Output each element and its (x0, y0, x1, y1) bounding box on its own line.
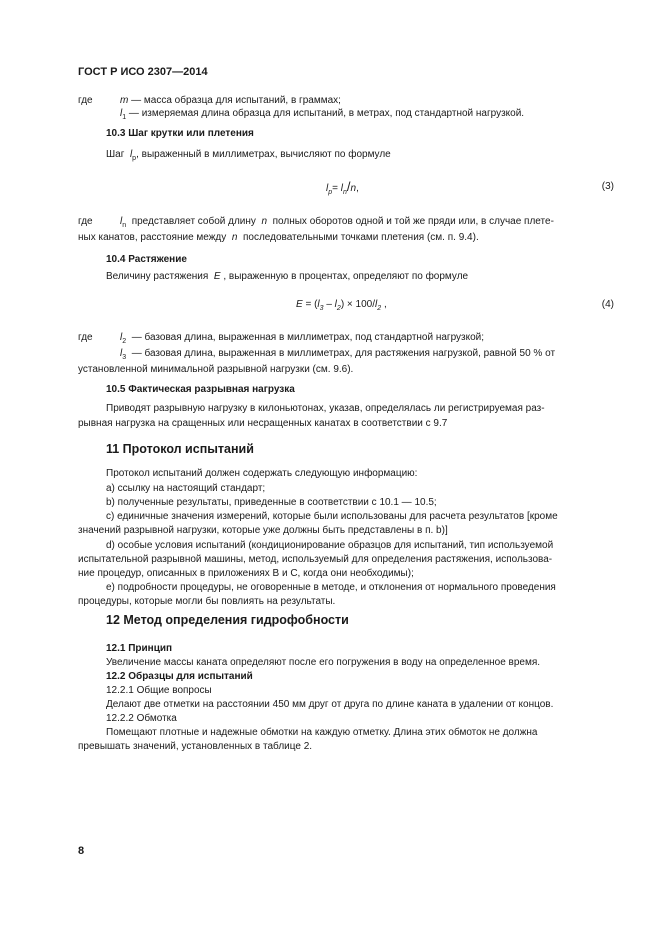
definition-m: m — масса образца для испытаний, в граммах; (120, 95, 341, 106)
where-label: где (78, 95, 93, 106)
heading-12: 12 Метод определения гидрофобности (106, 613, 349, 627)
formula-3: $l_p= l_n/n$, (326, 179, 359, 196)
paragraph-12-1: Увеличение массы каната определяют после его погружения в воду на определенное время. (106, 657, 541, 668)
definition-ln: $l_n$ представляет собой длину n полных оборотов одной и той же пряди или, в случае плете- (120, 216, 554, 229)
formula-4: $E = (l_3 - l_2) \times 100/l_2$ , (296, 299, 387, 312)
paragraph-11-intro: Протокол испытаний должен содержать следующую информацию: (106, 468, 418, 479)
definition-ln-cont: ных канатов, расстояние между n последовательными точками плетения (см. п. 9.4). (78, 232, 479, 243)
heading-11: 11 Протокол испытаний (106, 442, 254, 456)
list-item-e-line1: е) подробности процедуры, не оговоренные в методе, и отклонения от нормального проведения (106, 582, 556, 593)
list-item-b: b) полученные результаты, приведенные в соответствии с 10.1 — 10.5; (106, 497, 437, 508)
formula-number-3: (3) (601, 181, 614, 192)
list-item-d-line3: ние процедур, описанных в приложениях В и С, когда они необходимы); (78, 568, 414, 579)
list-item-a: а) ссылку на настоящий стандарт; (106, 483, 266, 494)
heading-12-2-2: 12.2.2 Обмотка (106, 713, 177, 724)
paragraph-12-2-2-line2: превышать значений, установленных в таблице 2. (78, 741, 313, 752)
paragraph-10-5-line2: рывная нагрузка на сращенных или несращенных канатах в соответствии с 9.7 (78, 418, 448, 429)
paragraph-10-3-intro: Шаг $l_p$, выраженный в миллиметрах, вычисляют по формуле (106, 149, 391, 162)
formula-number-4: (4) (601, 299, 614, 310)
paragraph-12-2-1: Делают две отметки на расстоянии 450 мм друг от друга по длине каната в удалении от концов. (106, 699, 554, 710)
list-item-d-line2: испытательной разрывной машины, метод, используемый для определения растяжения, использова- (78, 554, 553, 565)
where-label: где (78, 332, 93, 343)
heading-10-3: 10.3 Шаг крутки или плетения (106, 128, 254, 139)
definition-l2: $l_2$ — базовая длина, выраженная в миллиметрах, под стандартной нагрузкой; (120, 332, 485, 345)
heading-12-2: 12.2 Образцы для испытаний (106, 671, 253, 682)
page-number: 8 (78, 845, 85, 857)
heading-10-4: 10.4 Растяжение (106, 254, 187, 265)
paragraph-12-2-2-line1: Помещают плотные и надежные обмотки на каждую отметку. Длина этих обмоток не должна (106, 727, 538, 738)
definition-l3: $l_3$ — базовая длина, выраженная в миллиметрах, для растяжения нагрузкой, равной 50 % от (120, 348, 556, 361)
paragraph-10-4-intro: Величину растяжения E , выраженную в процентах, определяют по формуле (106, 271, 469, 282)
heading-10-5: 10.5 Фактическая разрывная нагрузка (106, 384, 295, 395)
list-item-e-line2: процедуры, которые могли бы повлиять на результаты. (78, 596, 336, 607)
definition-l1: $l_1$ — измеряемая длина образца для испытаний, в метрах, под стандартной нагрузкой. (120, 108, 525, 121)
heading-12-1: 12.1 Принцип (106, 643, 173, 654)
paragraph-10-5-line1: Приводят разрывную нагрузку в килоньютонах, указав, определялась ли регистрируемая раз- (106, 403, 545, 414)
definition-l3-cont: установленной минимальной разрывной нагрузки (см. 9.6). (78, 364, 354, 375)
list-item-d-line1: d) особые условия испытаний (кондиционирование образцов для испытаний, тип используемой (106, 540, 554, 551)
list-item-c-line1: с) единичные значения измерений, которые были использованы для расчета результатов [кроме (106, 511, 558, 522)
where-label: где (78, 216, 93, 227)
document-header: ГОСТ Р ИСО 2307—2014 (78, 66, 208, 78)
list-item-c-line2: значений разрывной нагрузки, которые уже должны быть представлены в п. b)] (78, 525, 448, 536)
heading-12-2-1: 12.2.1 Общие вопросы (106, 685, 212, 696)
